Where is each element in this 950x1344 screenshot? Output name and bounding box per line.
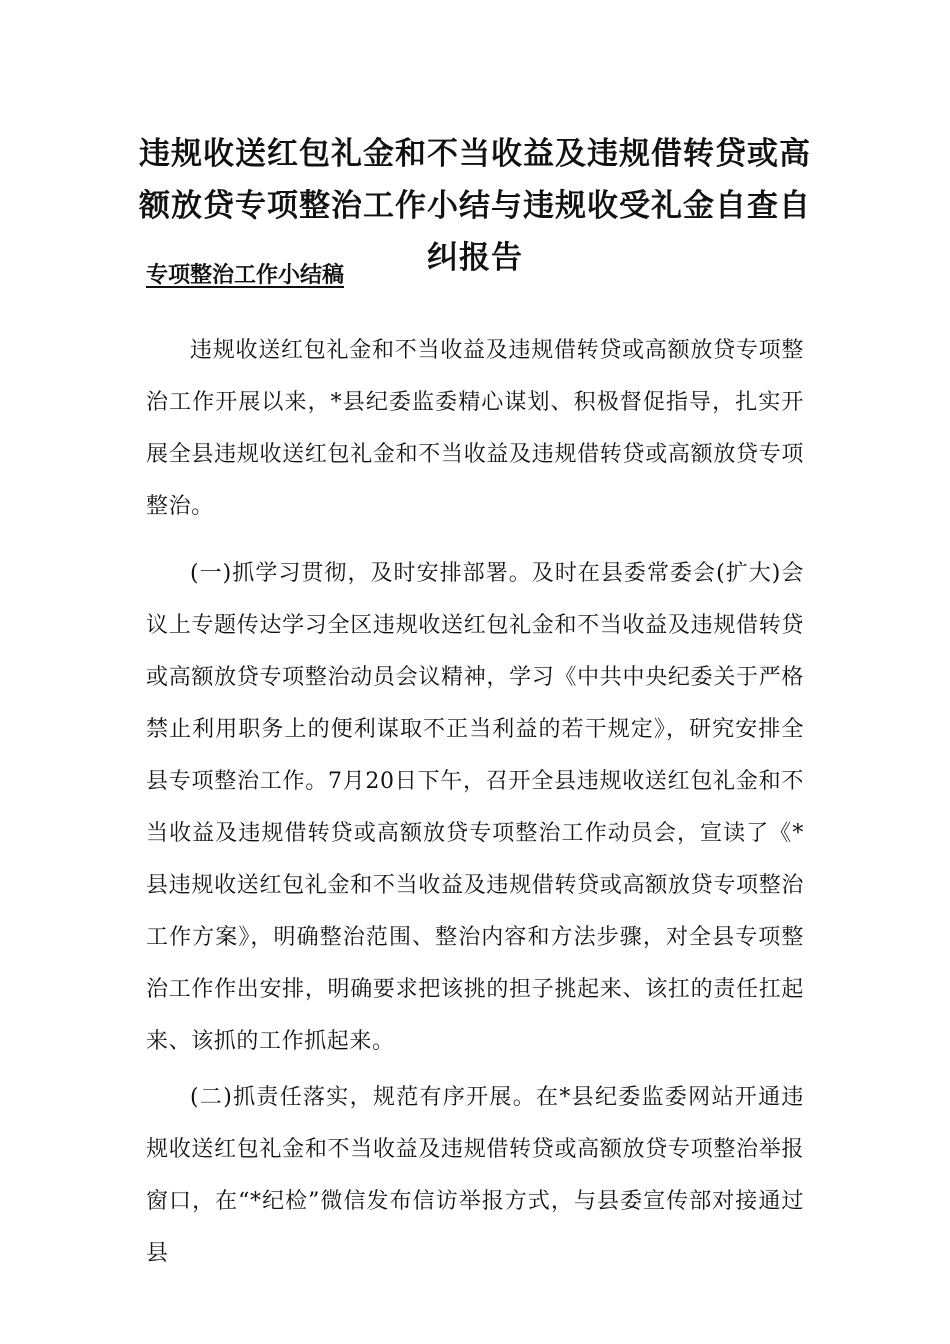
section-heading: 专项整治工作小结稿 xyxy=(146,262,345,288)
paragraph-item-1: (一)抓学习贯彻，及时安排部署。及时在县委常委会(扩大)会议上专题传达学习全区违规收送红包礼金和不当收益及违规借转贷或高额放贷专项整治动员会议精神，学习《中共中央纪委关于严格禁止利用职务上的便利谋取不正当利益的若干规定》，研究安排全县专项整治工作。7月20日下午，召开全县违规收送红包礼金和不当收益及违规借转贷或高额放贷专项整治工作动员会，宣读了《*县违规收送红包礼金和不当收益及违规借转贷或高额放贷专项整治工作方案》，明确整治范围、整治内容和方法步骤，对全县专项整治工作作出安排，明确要求把该挑的担子挑起来、该扛的责任扛起来、该抓的工作抓起来。 xyxy=(146,561,804,1054)
document-title: 违规收送红包礼金和不当收益及违规借转贷或高额放贷专项整治工作小结与违规收受礼金自查自纠报告 xyxy=(139,136,811,276)
paragraph-item-2: (二)抓责任落实，规范有序开展。在*县纪委监委网站开通违规收送红包礼金和不当收益及违规借转贷或高额放贷专项整治举报窗口，在“*纪检”微信发布信访举报方式，与县委宣传部对接通过县 xyxy=(146,1085,804,1266)
paragraph-intro: 违规收送红包礼金和不当收益及违规借转贷或高额放贷专项整治工作开展以来，*县纪委监委精心谋划、积极督促指导，扎实开展全县违规收送红包礼金和不当收益及违规借转贷或高额放贷专项整治。 xyxy=(146,338,804,519)
